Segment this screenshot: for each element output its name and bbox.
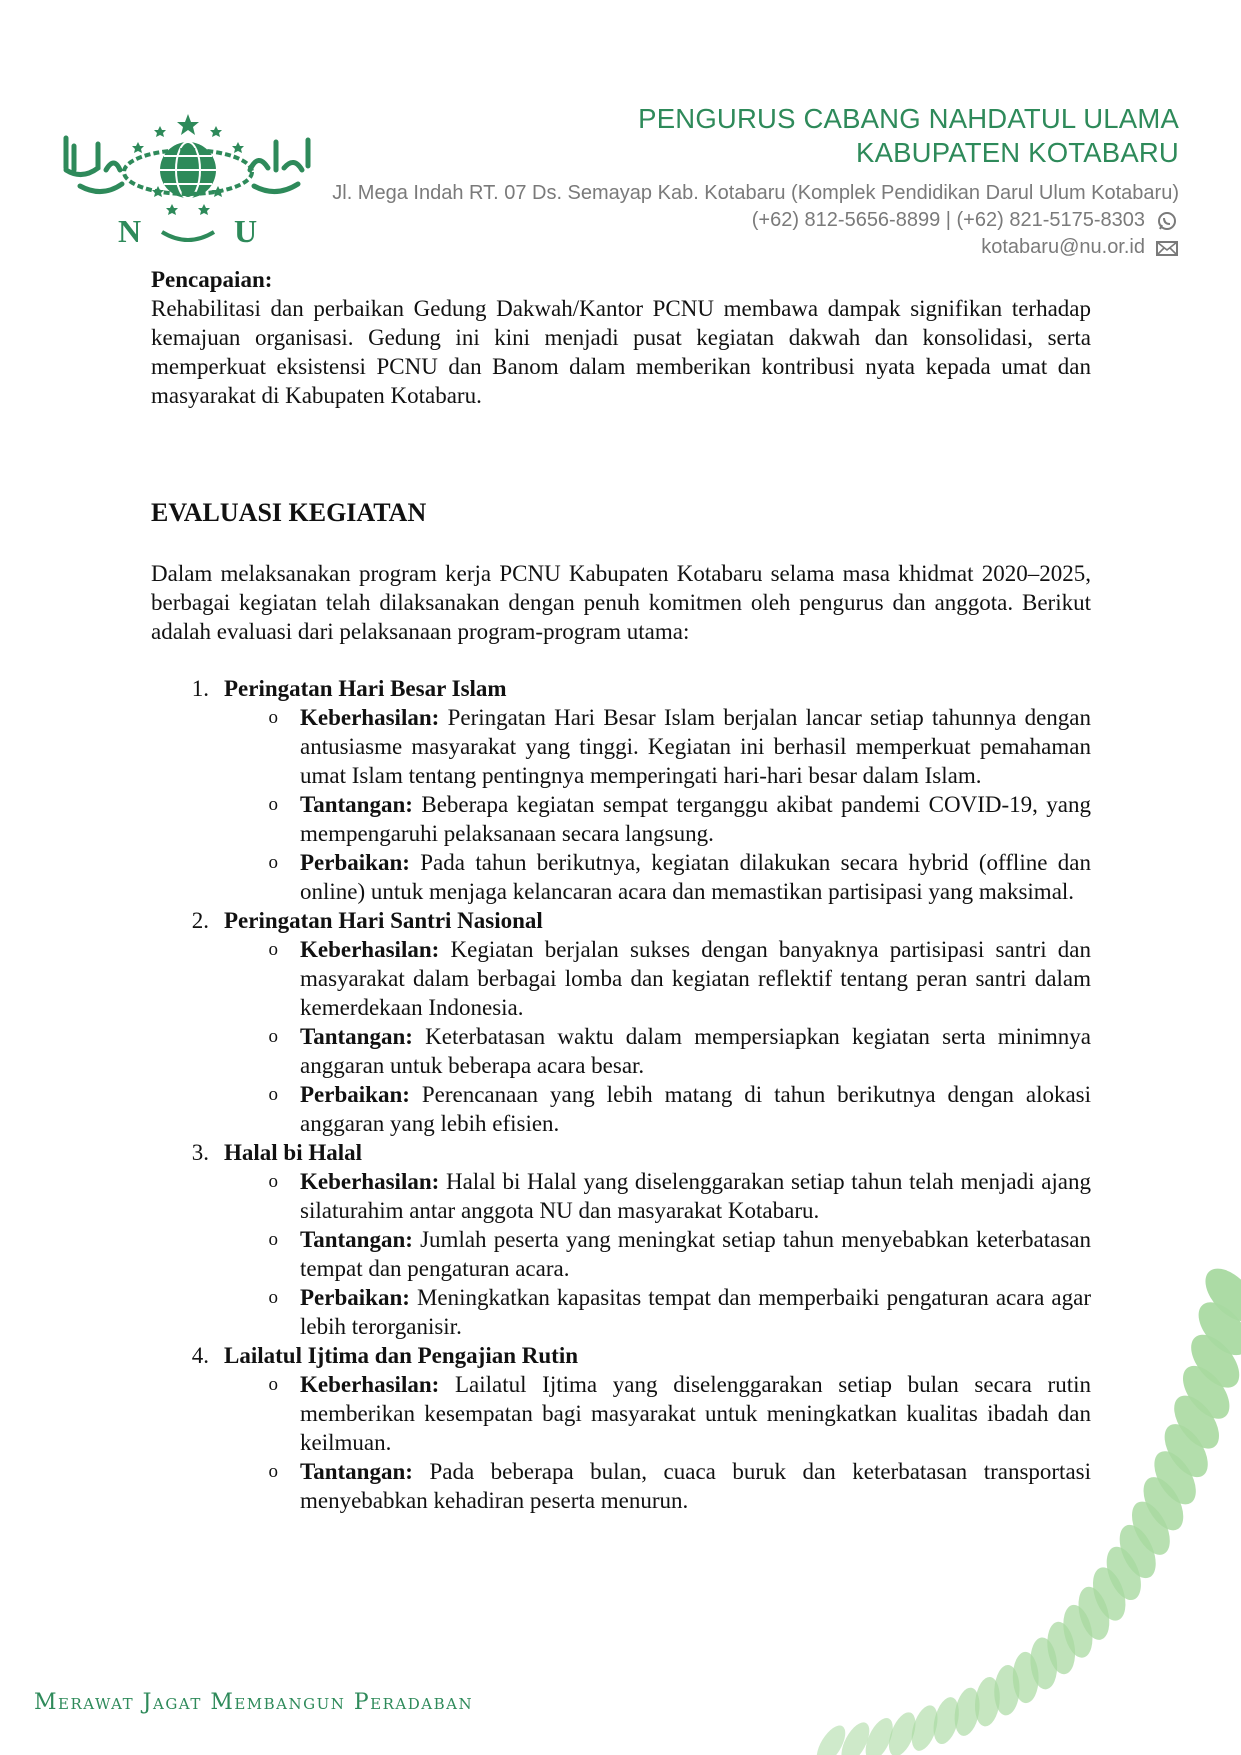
list-item-title: Lailatul Ijtima dan Pengajian Rutin <box>224 1343 578 1368</box>
point-text: Keterbatasan waktu dalam mempersiapkan kegiatan serta minimnya anggaran untuk beberapa acara besar. <box>300 1024 1092 1078</box>
bullet: o <box>268 852 278 873</box>
list-number: 3. <box>191 1140 209 1165</box>
point-text: Beberapa kegiatan sempat terganggu akibat pandemi COVID-19, yang mempengaruhi pelaksanaan secara langsung. <box>300 792 1092 846</box>
list-item-title: Peringatan Hari Besar Islam <box>224 676 507 701</box>
sub-point <box>151 935 1091 1022</box>
bullet: o <box>268 1461 278 1482</box>
logo-letter-u: U <box>234 213 258 249</box>
organization-name <box>638 102 1179 170</box>
list-number: 4. <box>191 1343 209 1368</box>
point-label: Perbaikan: <box>300 1082 410 1107</box>
point-text: Jumlah peserta yang meningkat setiap tahun menyebabkan keterbatasan tempat dan pengaturan acara. <box>300 1227 1092 1281</box>
achievement-text: Rehabilitasi dan perbaikan Gedung Dakwah/Kantor PCNU membawa dampak signifikan terhadap kemajuan organisasi. Gedung ini kini menjadi pusat kegiatan dakwah dan konsolidasi, serta memperkuat eksistensi PCNU dan Banom dalam memberikan kontribusi nyata kepada umat dan masyarakat di Kabupaten Kotabaru. <box>151 296 1091 408</box>
rope-decoration <box>811 1255 1241 1755</box>
org-name-line-2: KABUPATEN KOTABARU <box>856 137 1179 168</box>
point-text: Peringatan Hari Besar Islam berjalan lancar setiap tahunnya dengan antusiasme masyarakat yang tinggi. Kegiatan ini berhasil memperkuat pemahaman umat Islam tentang pentingnya memperingati hari-hari besar dalam Islam. <box>300 705 1092 788</box>
list-item-title: Halal bi Halal <box>224 1140 363 1165</box>
point-text: Halal bi Halal yang diselenggarakan setiap tahun telah menjadi ajang silaturahim antar anggota NU dan masyarakat Kotabaru. <box>300 1169 1092 1223</box>
bullet: o <box>268 1084 278 1105</box>
email-row <box>332 234 1179 261</box>
bullet: o <box>268 707 278 728</box>
bullet: o <box>268 1171 278 1192</box>
point-label: Keberhasilan: <box>300 1372 440 1397</box>
sub-point <box>151 1022 1091 1080</box>
point-label: Tantangan: <box>300 1227 413 1252</box>
envelope-icon <box>1155 238 1179 258</box>
point-text: Meningkatkan kapasitas tempat dan memperbaiki pengaturan acara agar lebih terorganisir. <box>300 1285 1091 1339</box>
phone-row <box>332 207 1179 234</box>
bullet: o <box>268 1229 278 1250</box>
bullet: o <box>268 1287 278 1308</box>
address: Jl. Mega Indah RT. 07 Ds. Semayap Kab. Kotabaru (Komplek Pendidikan Darul Ulum Kotabaru) <box>332 182 1179 204</box>
phone-numbers: (+62) 812-5656-8899 | (+62) 821-5175-8303 <box>751 209 1145 231</box>
point-text: Lailatul Ijtima yang diselenggarakan setiap bulan secara rutin memberikan kesempatan bagi masyarakat untuk meningkatkan kualitas ibadah dan keilmuan. <box>300 1372 1091 1455</box>
list-item-title: Peringatan Hari Santri Nasional <box>224 908 543 933</box>
bullet: o <box>268 1026 278 1047</box>
list-number: 1. <box>191 676 209 701</box>
sub-point <box>151 1080 1091 1138</box>
email-address: kotabaru@nu.or.id <box>981 236 1145 258</box>
point-text: Perencanaan yang lebih matang di tahun berikutnya dengan alokasi anggaran yang lebih efisien. <box>300 1082 1092 1136</box>
point-text: Pada beberapa bulan, cuaca buruk dan keterbatasan transportasi menyebabkan kehadiran peserta menurun. <box>300 1459 1091 1513</box>
sub-point <box>151 848 1091 906</box>
evaluation-intro: Dalam melaksanakan program kerja PCNU Kabupaten Kotabaru selama masa khidmat 2020–2025, berbagai kegiatan telah dilaksanakan dengan penuh komitmen oleh pengurus dan anggota. Berikut adalah evaluasi dari pelaksanaan program-program utama: <box>151 561 1091 644</box>
sub-point <box>151 790 1091 848</box>
contact-block <box>332 180 1179 261</box>
point-label: Keberhasilan: <box>300 937 440 962</box>
point-text: Pada tahun berikutnya, kegiatan dilakukan secara hybrid (offline dan online) untuk menjaga kelancaran acara dan memastikan partisipasi yang maksimal. <box>300 850 1091 904</box>
whatsapp-icon <box>1155 211 1179 231</box>
point-text: Kegiatan berjalan sukses dengan banyaknya partisipasi santri dan masyarakat dalam berbagai lomba dan kegiatan reflektif tentang peran santri dalam kemerdekaan Indonesia. <box>300 937 1092 1020</box>
sub-point <box>151 1167 1091 1225</box>
point-label: Keberhasilan: <box>300 1169 440 1194</box>
point-label: Tantangan: <box>300 1024 413 1049</box>
footer-tagline: Merawat Jagat Membangun Peradaban <box>34 1690 474 1715</box>
sub-point <box>151 703 1091 790</box>
bullet: o <box>268 794 278 815</box>
list-item <box>151 674 1091 703</box>
point-label: Tantangan: <box>300 1459 413 1484</box>
point-label: Perbaikan: <box>300 850 410 875</box>
achievement-heading: Pencapaian: <box>151 267 273 292</box>
list-item <box>151 1138 1091 1167</box>
org-name-line-1: PENGURUS CABANG NAHDATUL ULAMA <box>638 103 1179 134</box>
bullet: o <box>268 939 278 960</box>
section-title: EVALUASI KEGIATAN <box>151 498 427 527</box>
nu-logo <box>62 108 314 258</box>
list-number: 2. <box>191 908 209 933</box>
logo-letter-n: N <box>118 213 142 249</box>
point-label: Tantangan: <box>300 792 413 817</box>
point-label: Keberhasilan: <box>300 705 440 730</box>
logo-star <box>177 114 199 135</box>
point-label: Perbaikan: <box>300 1285 410 1310</box>
bullet: o <box>268 1374 278 1395</box>
list-item <box>151 906 1091 935</box>
